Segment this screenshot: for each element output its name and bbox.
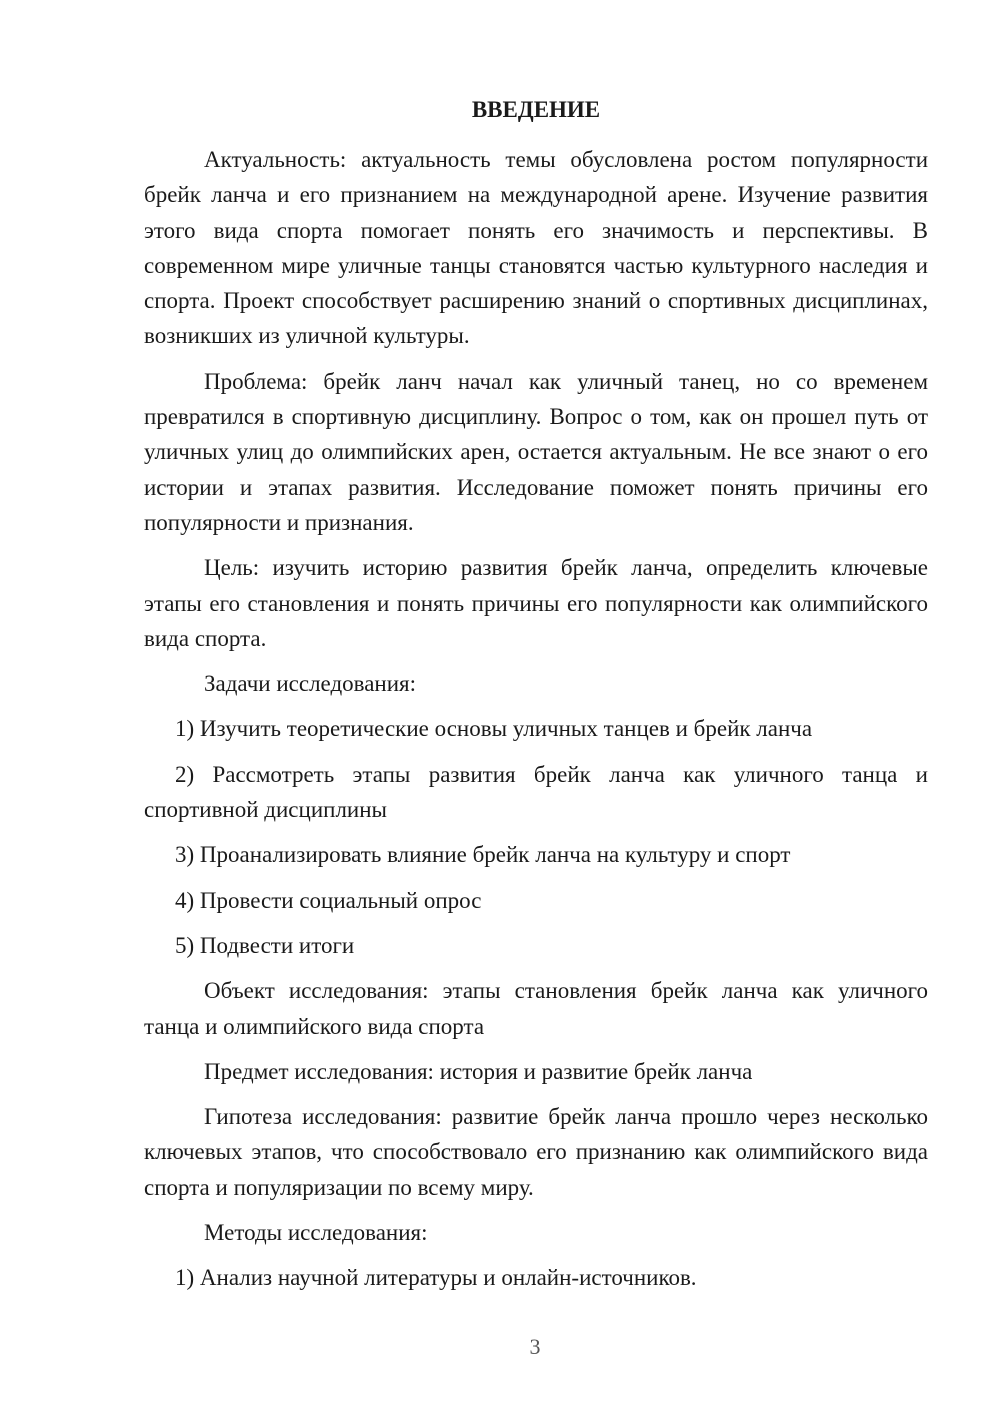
relevance-paragraph: Актуальность: актуальность темы обусловлена ростом популярности брейк ланча и его признанием на международной арене. Изучение развития этого вида спорта помогает понять его значимость и перспективы. В современном мире уличные танцы становятся частью культурного наследия и спорта. Проект способствует расширению знаний о спортивных дисциплинах, возникших из уличной культуры. — [144, 147, 928, 349]
goal-paragraph: Цель: изучить историю развития брейк ланча, определить ключевые этапы его становления и понять причины его популярности как олимпийского вида спорта. — [144, 555, 928, 651]
method-item: 1) Анализ научной литературы и онлайн-источников. — [175, 1265, 697, 1291]
object-paragraph: Объект исследования: этапы становления брейк ланча как уличного танца и олимпийского вида спорта — [144, 978, 928, 1039]
tasks-heading: Задачи исследования: — [204, 671, 417, 697]
section-title: ВВЕДЕНИЕ — [471, 97, 601, 122]
task-item: 5) Подвести итоги — [175, 932, 355, 958]
page-number: 3 — [529, 1334, 541, 1359]
hypothesis-paragraph: Гипотеза исследования: развитие брейк ланча прошло через несколько ключевых этапов, что способствовало его признанию как олимпийского вида спорта и популяризации по всему миру. — [144, 1104, 928, 1200]
task-item: 2) Рассмотреть этапы развития брейк ланча как уличного танца и спортивной дисциплины — [144, 761, 928, 823]
document-page — [144, 92, 928, 1306]
task-item: 4) Провести социальный опрос — [175, 887, 482, 913]
problem-paragraph: Проблема: брейк ланч начал как уличный танец, но со временем превратился в спортивную дисциплину. Вопрос о том, как он прошел путь от уличных улиц до олимпийских арен, остается актуальным. Не все знают о его истории и этапах развития. Исследование поможет понять причины его популярности и признания. — [144, 368, 928, 535]
subject-paragraph: Предмет исследования: история и развитие брейк ланча — [204, 1058, 753, 1084]
task-item: 1) Изучить теоретические основы уличных танцев и брейк ланча — [175, 716, 813, 742]
methods-heading: Методы исследования: — [204, 1220, 428, 1246]
task-item: 3) Проанализировать влияние брейк ланча на культуру и спорт — [175, 842, 791, 868]
